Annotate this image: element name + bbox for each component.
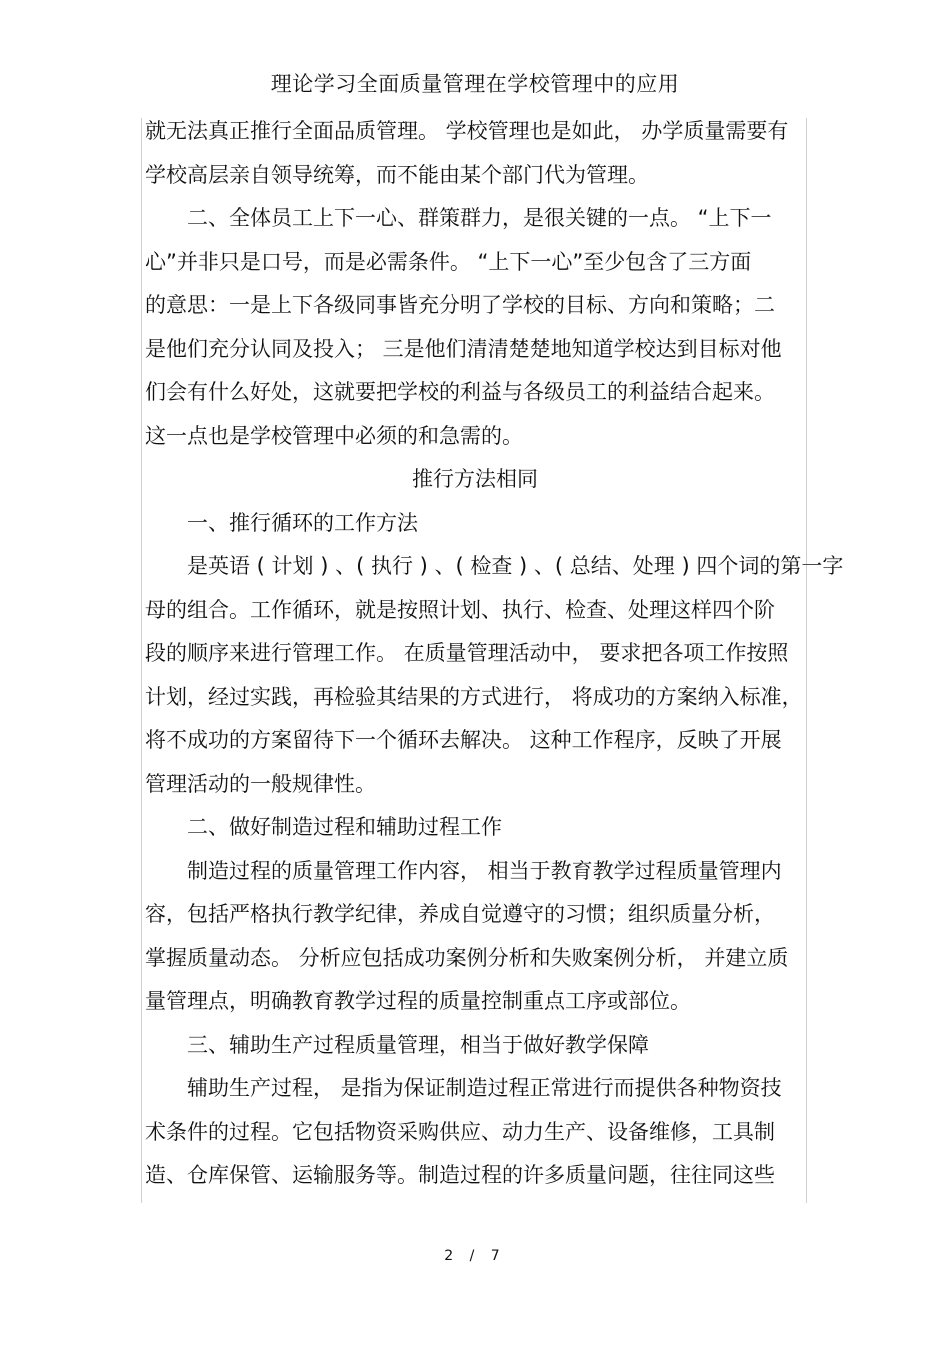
text-line: 计划，经过实践，再检验其结果的方式进行， 将成功的方案纳入标准， xyxy=(145,685,803,709)
text-line: 段的顺序来进行管理工作。 在质量管理活动中， 要求把各项工作按照 xyxy=(145,641,789,665)
text-line: 容，包括严格执行教学纪律，养成自觉遵守的习惯；组织质量分析， xyxy=(145,902,775,926)
text-line: 们会有什么好处，这就要把学校的利益与各级员工的利益结合起来。 xyxy=(145,380,775,404)
subheading: 二、做好制造过程和辅助过程工作 xyxy=(187,815,502,839)
text-line: 造、仓库保管、运输服务等。制造过程的许多质量问题，往往同这些 xyxy=(145,1163,775,1187)
text-line: 母的组合。工作循环，就是按照计划、执行、检查、处理这样四个阶 xyxy=(145,598,775,622)
text-line: 制造过程的质量管理工作内容， 相当于教育教学过程质量管理内 xyxy=(187,859,782,883)
text-line: 将不成功的方案留待下一个循环去解决。 这种工作程序，反映了开展 xyxy=(145,728,782,752)
section-heading: 推行方法相同 xyxy=(412,467,538,491)
page-number: 2 / 7 xyxy=(444,1248,506,1264)
text-line: 是英语 ( 计划 ) 、( 执行 ) 、( 检查 ) 、( 总结、处理 ) 四个词的第一字 xyxy=(187,554,844,578)
text-line: 就无法真正推行全面品质管理。 学校管理也是如此， 办学质量需要有 xyxy=(145,119,789,143)
text-line: 术条件的过程。它包括物资采购供应、动力生产、设备维修，工具制 xyxy=(145,1120,775,1144)
text-line: 学校高层亲自领导统筹，而不能由某个部门代为管理。 xyxy=(145,163,649,187)
text-line: 是他们充分认同及投入； 三是他们清清楚楚地知道学校达到目标对他 xyxy=(145,337,782,361)
text-line: 这一点也是学校管理中必须的和急需的。 xyxy=(145,424,523,448)
text-line: 的意思：一是上下各级同事皆充分明了学校的目标、方向和策略；二 xyxy=(145,293,775,317)
text-line: 量管理点，明确教育教学过程的质量控制重点工序或部位。 xyxy=(145,989,691,1013)
text-line: 辅助生产过程， 是指为保证制造过程正常进行而提供各种物资技 xyxy=(187,1076,782,1100)
text-line: 二、全体员工上下一心、群策群力，是很关键的一点。 “上下一 xyxy=(187,206,772,230)
text-line: 管理活动的一般规律性。 xyxy=(145,772,376,796)
page-title: 理论学习全面质量管理在学校管理中的应用 xyxy=(270,72,680,96)
text-line: 掌握质量动态。 分析应包括成功案例分析和失败案例分析， 并建立质 xyxy=(145,946,789,970)
subheading: 一、推行循环的工作方法 xyxy=(187,511,418,535)
text-line: 心”并非只是口号，而是必需条件。 “上下一心”至少包含了三方面 xyxy=(145,250,752,274)
subheading: 三、辅助生产过程质量管理，相当于做好教学保障 xyxy=(187,1033,649,1057)
